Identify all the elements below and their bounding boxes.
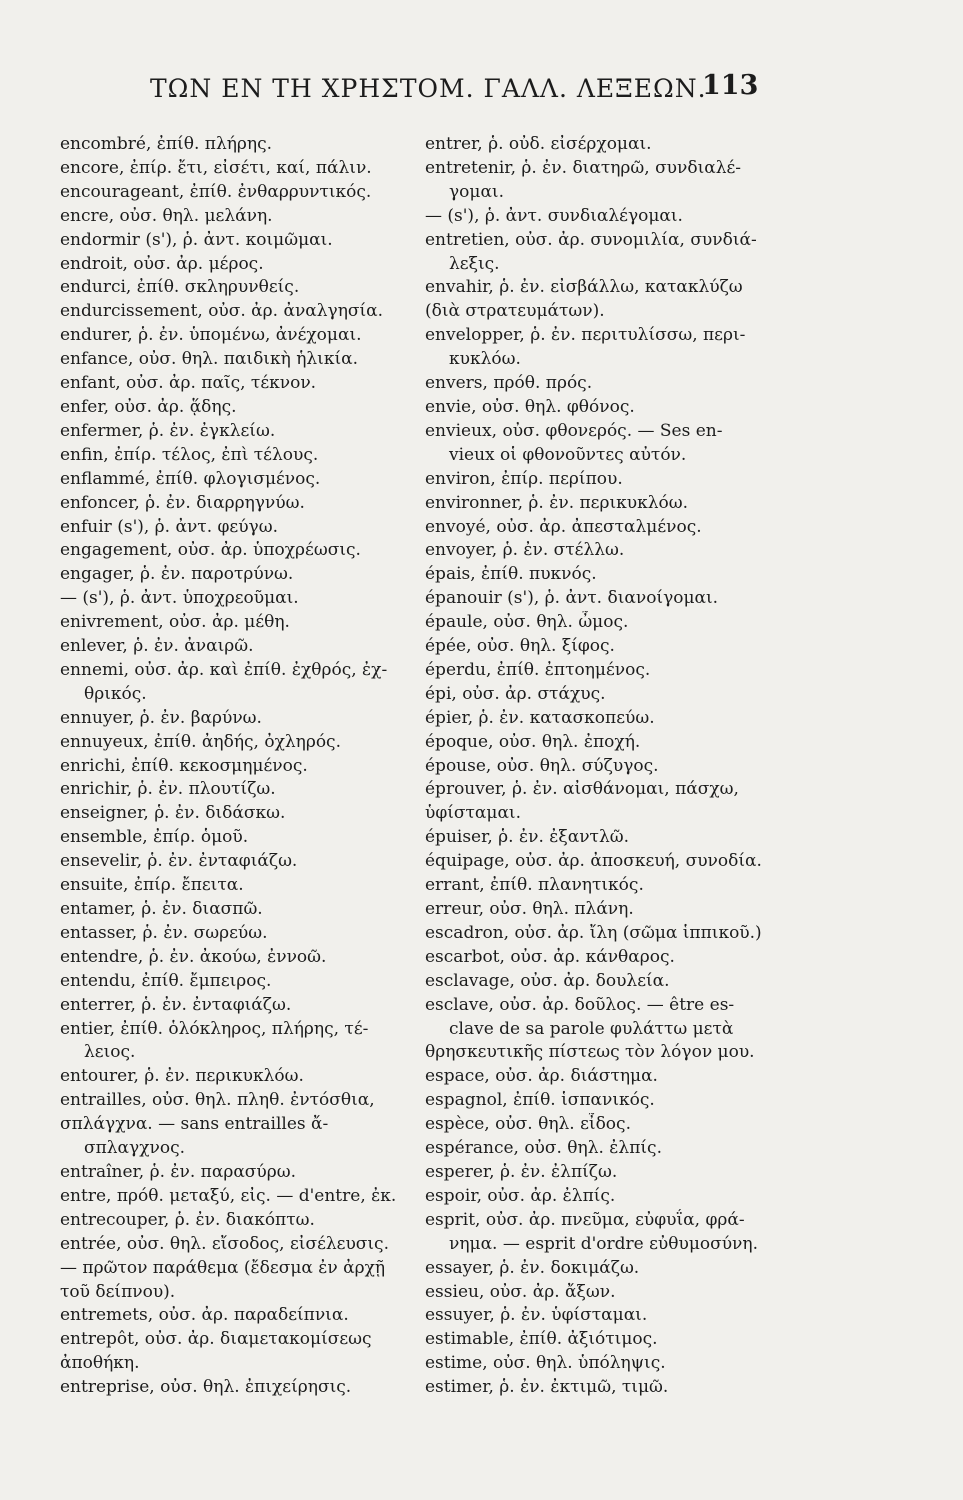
dictionary-line: esprit, οὐσ. ἀρ. πνεῦμα, εὐφυΐα, φρά- xyxy=(425,1209,745,1230)
dictionary-line: entrepôt, οὐσ. ἀρ. διαμετακομίσεως xyxy=(60,1329,372,1350)
dictionary-line: — (s'), ῥ. ἀντ. συνδιαλέγομαι. xyxy=(425,205,683,226)
dictionary-line: éperdu, ἐπίθ. ἐπτοημένος. xyxy=(425,659,651,680)
left-column xyxy=(60,133,398,1400)
dictionary-line: entamer, ῥ. ἐν. διασπῶ. xyxy=(60,899,263,919)
dictionary-line: entourer, ῥ. ἐν. περικυκλόω. xyxy=(60,1066,304,1087)
dictionary-line: espèce, οὐσ. θηλ. εἶδος. xyxy=(425,1114,631,1135)
dictionary-line: envers, πρόθ. πρός. xyxy=(425,373,593,394)
dictionary-line: enfoncer, ῥ. ἐν. διαρρηγνύω. xyxy=(60,492,305,513)
dictionary-line: — (s'), ῥ. ἀντ. ὑποχρεοῦμαι. xyxy=(60,588,299,609)
dictionary-line: espagnol, ἐπίθ. ἱσπανικός. xyxy=(425,1090,655,1111)
dictionary-line: escarbot, οὐσ. ἀρ. κάνθαρος. xyxy=(425,946,675,967)
dictionary-line: esclavage, οὐσ. ἀρ. δουλεία. xyxy=(425,970,670,991)
dictionary-line: épi, οὐσ. ἀρ. στάχυς. xyxy=(425,683,606,704)
dictionary-line: envelopper, ῥ. ἐν. περιτυλίσσω, περι- xyxy=(425,325,746,346)
dictionary-line: vieux οἱ φθονοῦντες αὐτόν. xyxy=(449,444,687,465)
dictionary-line: enfuir (s'), ῥ. ἀντ. φεύγω. xyxy=(60,516,278,537)
dictionary-line: λειος. xyxy=(84,1042,136,1063)
dictionary-line: entremets, οὐσ. ἀρ. παραδείπνια. xyxy=(60,1305,349,1326)
dictionary-line: entraîner, ῥ. ἐν. παρασύρω. xyxy=(60,1161,297,1182)
dictionary-line: ἀποθήκη. xyxy=(60,1353,140,1374)
dictionary-line: époque, οὐσ. θηλ. ἐποχή. xyxy=(425,731,641,752)
dictionary-line: τοῦ δείπνου). xyxy=(60,1281,176,1302)
dictionary-line: λεξις. xyxy=(449,253,500,274)
dictionary-line: entretien, οὐσ. ἀρ. συνομιλία, συνδιά- xyxy=(425,229,757,250)
dictionary-line: ensevelir, ῥ. ἐν. ἐνταφιάζω. xyxy=(60,851,298,872)
dictionary-line: espérance, οὐσ. θηλ. ἐλπίς. xyxy=(425,1138,662,1159)
dictionary-line: entretenir, ῥ. ἐν. διατηρῶ, συνδιαλέ- xyxy=(425,157,742,178)
dictionary-line: envahir, ῥ. ἐν. εἰσβάλλω, κατακλύζω xyxy=(425,277,743,298)
dictionary-line: endurer, ῥ. ἐν. ὑπομένω, ἀνέχομαι. xyxy=(60,325,362,346)
dictionary-line: enterrer, ῥ. ἐν. ἐνταφιάζω. xyxy=(60,994,292,1015)
dictionary-line: κυκλόω. xyxy=(449,349,521,370)
dictionary-line: endurcissement, οὐσ. ἀρ. ἀναλγησία. xyxy=(60,301,384,322)
dictionary-line: enfance, οὐσ. θηλ. παιδικὴ ἡλικία. xyxy=(60,349,358,370)
dictionary-line: entrecouper, ῥ. ἐν. διακόπτω. xyxy=(60,1209,315,1230)
dictionary-line: envoyer, ῥ. ἐν. στέλλω. xyxy=(425,540,625,561)
dictionary-line: enfin, ἐπίρ. τέλος, ἐπὶ τέλους. xyxy=(60,444,319,465)
dictionary-line: entrer, ῥ. οὐδ. εἰσέρχομαι. xyxy=(425,134,652,154)
dictionary-line: erreur, οὐσ. θηλ. πλάνη. xyxy=(425,899,634,919)
dictionary-line: entrailles, οὐσ. θηλ. πληθ. ἐντόσθια, xyxy=(60,1090,375,1111)
dictionary-line: clave de sa parole φυλάττω μετὰ xyxy=(449,1018,734,1039)
dictionary-line: entier, ἐπίθ. ὁλόκληρος, πλήρης, τέ- xyxy=(60,1018,369,1039)
dictionary-line: σπλαγχνος. xyxy=(84,1138,185,1159)
dictionary-line: — πρῶτον παράθεμα (ἔδεσμα ἐν ἀρχῇ xyxy=(60,1257,386,1278)
dictionary-line: épuiser, ῥ. ἐν. ἐξαντλῶ. xyxy=(425,827,629,848)
dictionary-line: enfant, οὐσ. ἀρ. παῖς, τέκνον. xyxy=(60,373,317,394)
dictionary-line: encore, ἐπίρ. ἔτι, εἰσέτι, καί, πάλιν. xyxy=(60,157,372,178)
dictionary-line: espace, οὐσ. ἀρ. διάστημα. xyxy=(425,1066,658,1087)
dictionary-line: esclave, οὐσ. ἀρ. δοῦλος. — être es- xyxy=(425,994,735,1015)
dictionary-line: espoir, οὐσ. ἀρ. ἐλπίς. xyxy=(425,1185,616,1206)
dictionary-line: σπλάγχνα. — sans entrailles ἄ- xyxy=(60,1114,329,1135)
dictionary-line: envieux, οὐσ. φθονερός. — Ses en- xyxy=(425,420,723,441)
dictionary-line: estimer, ῥ. ἐν. ἐκτιμῶ, τιμῶ. xyxy=(425,1377,669,1398)
dictionary-line: ennuyer, ῥ. ἐν. βαρύνω. xyxy=(60,707,262,728)
dictionary-line: environner, ῥ. ἐν. περικυκλόω. xyxy=(425,492,689,513)
dictionary-line: épouse, οὐσ. θηλ. σύζυγος. xyxy=(425,755,659,776)
dictionary-line: encombré, ἐπίθ. πλήρης. xyxy=(60,134,273,154)
dictionary-line: équipage, οὐσ. ἀρ. ἀποσκευή, συνοδία. xyxy=(425,851,762,872)
dictionary-line: enrichir, ῥ. ἐν. πλουτίζω. xyxy=(60,779,276,800)
dictionary-line: ὑφίσταμαι. xyxy=(425,803,521,824)
dictionary-line: entendre, ῥ. ἐν. ἀκούω, ἐννοῶ. xyxy=(60,946,327,967)
dictionary-line: (διὰ στρατευμάτων). xyxy=(425,301,605,322)
page-number: 113 xyxy=(702,70,759,101)
dictionary-line: épanouir (s'), ῥ. ἀντ. διανοίγομαι. xyxy=(425,588,719,609)
dictionary-line: encourageant, ἐπίθ. ἐνθαρρυντικός. xyxy=(60,181,372,202)
dictionary-line: endurci, ἐπίθ. σκληρυνθείς. xyxy=(60,277,300,298)
dictionary-line: ensuite, ἐπίρ. ἔπειτα. xyxy=(60,875,244,896)
dictionary-line: ennuyeux, ἐπίθ. ἀηδής, ὀχληρός. xyxy=(60,731,341,752)
dictionary-line: estimable, ἐπίθ. ἀξιότιμος. xyxy=(425,1329,658,1350)
dictionary-line: esperer, ῥ. ἐν. ἐλπίζω. xyxy=(425,1161,618,1182)
dictionary-line: encre, οὐσ. θηλ. μελάνη. xyxy=(60,205,273,226)
dictionary-line: engagement, οὐσ. ἀρ. ὑποχρέωσις. xyxy=(60,540,361,561)
dictionary-line: enseigner, ῥ. ἐν. διδάσκω. xyxy=(60,803,286,824)
dictionary-line: γομαι. xyxy=(449,181,504,202)
dictionary-line: entrée, οὐσ. θηλ. εἴσοδος, εἰσέλευσις. xyxy=(60,1233,389,1254)
dictionary-line: enflammé, ἐπίθ. φλογισμένος. xyxy=(60,468,321,489)
dictionary-line: éprouver, ῥ. ἐν. αἰσθάνομαι, πάσχω, xyxy=(425,779,739,800)
dictionary-line: θρησκευτικῆς πίστεως τὸν λόγον μου. xyxy=(425,1042,755,1063)
dictionary-line: entre, πρόθ. μεταξύ, εἰς. — d'entre, ἐκ. xyxy=(60,1185,397,1206)
dictionary-line: essayer, ῥ. ἐν. δοκιμάζω. xyxy=(425,1257,640,1278)
dictionary-line: entasser, ῥ. ἐν. σωρεύω. xyxy=(60,922,268,943)
dictionary-line: épier, ῥ. ἐν. κατασκοπεύω. xyxy=(425,707,655,728)
dictionary-line: entreprise, οὐσ. θηλ. ἐπιχείρησις. xyxy=(60,1377,352,1398)
right-column xyxy=(425,133,807,1400)
dictionary-line: essieu, οὐσ. ἀρ. ἄξων. xyxy=(425,1281,616,1302)
dictionary-line: environ, ἐπίρ. περίπου. xyxy=(425,468,623,489)
dictionary-line: ensemble, ἐπίρ. ὁμοῦ. xyxy=(60,827,249,848)
dictionary-line: enfermer, ῥ. ἐν. ἐγκλείω. xyxy=(60,420,276,441)
dictionary-line: enfer, οὐσ. ἀρ. ᾅδης. xyxy=(60,396,237,417)
dictionary-line: estime, οὐσ. θηλ. ὑπόληψις. xyxy=(425,1353,666,1374)
dictionary-line: endormir (s'), ῥ. ἀντ. κοιμῶμαι. xyxy=(60,229,333,250)
dictionary-line: θρικός. xyxy=(84,683,147,704)
dictionary-line: épais, ἐπίθ. πυκνός. xyxy=(425,564,597,585)
dictionary-line: épée, οὐσ. θηλ. ξίφος. xyxy=(425,636,615,657)
dictionary-line: ennemi, οὐσ. ἀρ. καὶ ἐπίθ. ἐχθρός, ἐχ- xyxy=(60,659,388,680)
dictionary-line: envoyé, οὐσ. ἀρ. ἀπεσταλμένος. xyxy=(425,516,702,537)
dictionary-line: essuyer, ῥ. ἐν. ὑφίσταμαι. xyxy=(425,1305,648,1326)
dictionary-line: escadron, οὐσ. ἀρ. ἴλη (σῶμα ἱππικοῦ.) xyxy=(425,922,762,943)
dictionary-line: envie, οὐσ. θηλ. φθόνος. xyxy=(425,396,635,417)
dictionary-line: enrichi, ἐπίθ. κεκοσμημένος. xyxy=(60,755,308,776)
dictionary-line: engager, ῥ. ἐν. παροτρύνω. xyxy=(60,564,294,585)
dictionary-line: entendu, ἐπίθ. ἔμπειρος. xyxy=(60,970,272,991)
dictionary-line: enivrement, οὐσ. ἀρ. μέθη. xyxy=(60,612,290,633)
running-head: ΤΩΝ ΕΝ ΤΗ ΧΡΗΣΤΟΜ. ΓΑΛΛ. ΛΕΞΕΩΝ. xyxy=(150,74,707,103)
dictionary-line: νημα. — esprit d'ordre εὐθυμοσύνη. xyxy=(449,1233,758,1254)
dictionary-line: endroit, οὐσ. ἀρ. μέρος. xyxy=(60,253,264,274)
dictionary-line: errant, ἐπίθ. πλανητικός. xyxy=(425,875,644,896)
dictionary-line: enlever, ῥ. ἐν. ἀναιρῶ. xyxy=(60,636,254,657)
dictionary-line: épaule, οὐσ. θηλ. ὦμος. xyxy=(425,612,629,633)
